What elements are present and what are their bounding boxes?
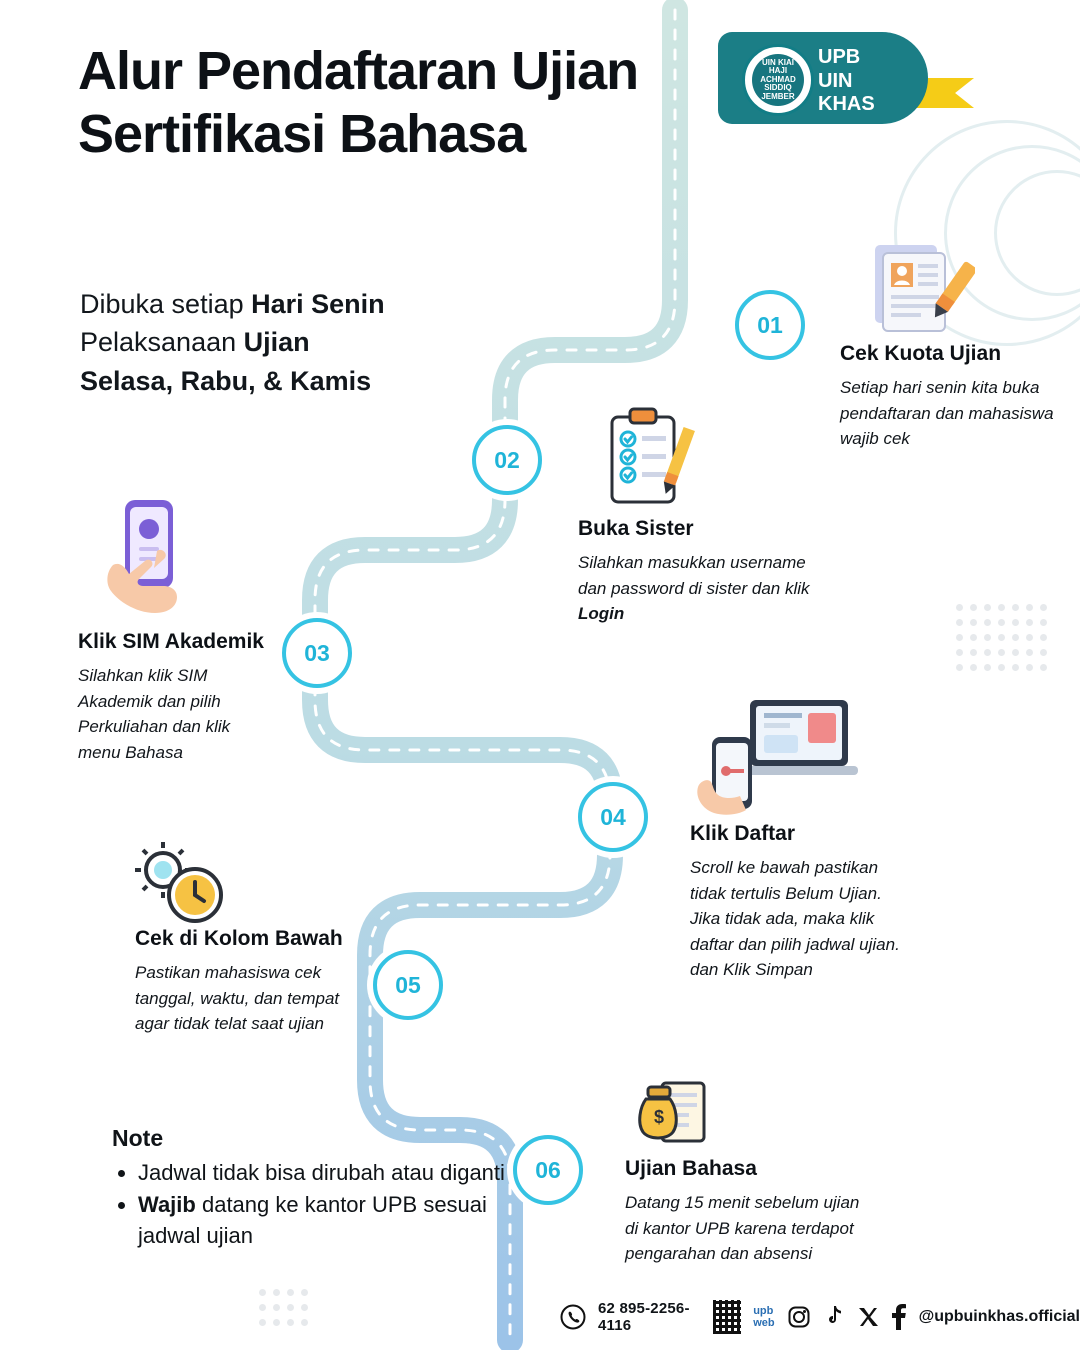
- logo-line-2: UIN: [818, 69, 853, 92]
- note-block: [112, 1125, 512, 1253]
- hand-phone-icon: [95, 495, 215, 620]
- step-number-04: 04: [600, 803, 626, 830]
- step-01: [840, 340, 1055, 452]
- note-item-2: [138, 1190, 512, 1251]
- instagram-icon[interactable]: [787, 1305, 811, 1329]
- step-06: [625, 1155, 865, 1267]
- qr-label-line1: upb: [753, 1304, 774, 1317]
- social-handle: @upbuinkhas.official: [918, 1308, 1080, 1325]
- step-02-desc: [578, 550, 823, 627]
- step-05-title: Cek di Kolom Bawah: [135, 927, 343, 950]
- step-05: [135, 925, 350, 1037]
- step-number-03: 03: [304, 639, 330, 666]
- dot-grid-right: [952, 600, 1050, 675]
- checklist-icon: [600, 405, 700, 515]
- step-01-desc: Setiap hari senin kita buka pendaftaran dan mahasiswa wajib cek: [840, 378, 1054, 449]
- logo: [718, 32, 958, 124]
- step-02-title: Buka Sister: [578, 517, 694, 540]
- phone-number: 62 895-2256-4116: [598, 1300, 690, 1334]
- logo-seal-text: UIN KIAI HAJI ACHMAD SIDDIQ JEMBER: [752, 54, 804, 106]
- logo-line-1: UPB: [818, 46, 861, 68]
- subtitle-block: [80, 285, 600, 400]
- qr-label: [753, 1305, 774, 1329]
- laptop-phone-icon: [692, 695, 862, 820]
- step-badge-06: [513, 1135, 583, 1205]
- clock-gear-icon: [125, 840, 235, 935]
- note-item-2-bold: Wajib: [138, 1192, 196, 1218]
- svg-text:$: $: [653, 1107, 665, 1127]
- note-heading: Note: [112, 1125, 164, 1151]
- page-title: [78, 40, 678, 165]
- step-04-title: Klik Daftar: [690, 822, 796, 845]
- step-02-desc-pre: Silahkan masukkan username dan password di sister dan klik: [578, 553, 810, 598]
- footer-contacts: [560, 1300, 1080, 1334]
- step-number-02: 02: [494, 446, 520, 473]
- step-number-06: 06: [535, 1156, 561, 1183]
- subtitle-line1-plain: Dibuka setiap: [80, 289, 252, 319]
- step-01-title: Cek Kuota Ujian: [840, 342, 1002, 365]
- qr-label-line2: web: [753, 1317, 775, 1329]
- step-03-desc: Silahkan klik SIM Akademik dan pilih Perkuliahan dan klik menu Bahasa: [78, 666, 231, 762]
- step-02: [578, 515, 823, 627]
- subtitle-line1-bold: Hari Senin: [251, 289, 385, 319]
- step-badge-01: [735, 290, 805, 360]
- logo-text: [818, 46, 875, 117]
- step-02-desc-bold: Login: [578, 604, 625, 624]
- step-06-desc: Datang 15 menit sebelum ujian di kantor UPB karena terdapot pengarahan dan absensi: [625, 1193, 860, 1264]
- logo-seal: [742, 44, 814, 116]
- money-document-icon: [628, 1065, 718, 1155]
- whatsapp-icon[interactable]: [560, 1304, 586, 1330]
- step-badge-05: [373, 950, 443, 1020]
- step-05-desc: Pastikan mahasiswa cek tanggal, waktu, dan tempat agar tidak telat saat ujian: [135, 963, 340, 1034]
- tiktok-icon[interactable]: [823, 1305, 845, 1329]
- subtitle-line2-plain: Pelaksanaan: [80, 327, 244, 358]
- qr-code[interactable]: [713, 1300, 741, 1334]
- dot-grid-left: [255, 1285, 311, 1330]
- logo-line-3: KHAS: [818, 93, 875, 116]
- step-number-05: 05: [395, 971, 421, 998]
- step-06-title: Ujian Bahasa: [625, 1157, 757, 1180]
- note-list: [112, 1158, 512, 1251]
- facebook-icon[interactable]: [891, 1304, 907, 1330]
- step-number-01: 01: [757, 311, 783, 338]
- document-person-icon: [855, 240, 975, 340]
- step-badge-02: [472, 425, 542, 495]
- subtitle-line2-bold: Ujian: [243, 327, 310, 358]
- step-04: [690, 820, 905, 983]
- note-item-2-rest: datang ke kantor UPB sesuai jadwal ujian: [138, 1192, 487, 1248]
- step-04-desc: Scroll ke bawah pastikan tidak tertulis Belum Ujian. Jika tidak ada, maka klik daftar dan pilih jadwal ujian. dan Klik Simpan: [690, 858, 900, 980]
- note-item-1: • Jadwal tidak bisa dirubah atau diganti: [138, 1158, 512, 1188]
- subtitle-line3-bold: Selasa, Rabu, & Kamis: [80, 365, 372, 396]
- step-03-title: Klik SIM Akademik: [78, 630, 264, 653]
- step-badge-03: [282, 618, 352, 688]
- step-03: [78, 628, 273, 765]
- title-line: Alur Pendaftaran Ujian Sertifikasi Bahasa: [78, 41, 639, 164]
- x-twitter-icon[interactable]: [857, 1306, 879, 1328]
- step-badge-04: [578, 782, 648, 852]
